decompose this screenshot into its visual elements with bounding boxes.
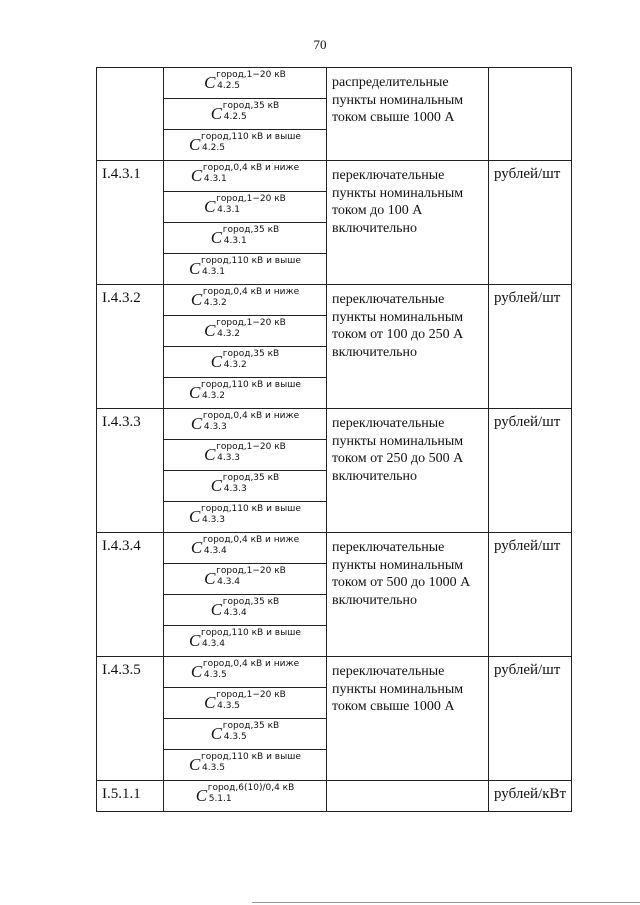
- rate-symbol-superscript: город,0,4 кВ и ниже: [202, 659, 300, 669]
- rate-symbol-cell: [164, 626, 327, 657]
- rate-symbol-base: C: [204, 445, 216, 464]
- rate-symbol: [189, 628, 301, 650]
- rate-symbol-subscript: 4.2.5: [202, 143, 225, 153]
- rate-symbol-superscript: город,35 кВ: [222, 473, 280, 483]
- rate-symbol-subscript: 4.3.1: [223, 236, 247, 246]
- item-code: I.4.3.5: [97, 657, 164, 781]
- rate-symbol: [189, 132, 301, 154]
- rate-symbol-superscript: город,0,4 кВ и ниже: [202, 163, 300, 173]
- rate-symbol-superscript: город,1−20 кВ: [216, 70, 286, 80]
- item-code: I.4.3.3: [97, 409, 164, 533]
- rate-symbol-base: C: [189, 507, 201, 526]
- item-code: I.4.3.1: [97, 161, 164, 285]
- rate-symbol-subscript: 4.3.2: [202, 391, 225, 401]
- rate-symbol-subscript: 4.3.4: [223, 608, 247, 618]
- rate-symbol-cell: [164, 471, 327, 502]
- rate-symbol-subscript: 4.3.3: [217, 453, 241, 463]
- rate-symbol: [189, 380, 301, 402]
- item-code: I.4.3.2: [97, 285, 164, 409]
- rate-symbol-superscript: город,1−20 кВ: [216, 566, 286, 576]
- table-row: [97, 68, 572, 99]
- rate-symbol-superscript: город,0,4 кВ и ниже: [202, 411, 300, 421]
- rate-symbol-subscript: 4.3.3: [202, 515, 225, 525]
- rate-symbol: [211, 225, 279, 247]
- tariff-table: [96, 67, 572, 812]
- rate-symbol-superscript: город,1−20 кВ: [216, 442, 286, 452]
- rate-symbol: [191, 411, 299, 433]
- rate-symbol: [204, 70, 286, 92]
- rate-symbol-subscript: 5.1.1: [208, 794, 232, 804]
- rate-symbol-superscript: город,110 кВ и выше: [201, 256, 301, 266]
- item-description: переключательные пункты номинальным током от 500 до 1000 А включительно: [327, 533, 489, 657]
- scan-edge-line: [252, 902, 640, 903]
- rate-symbol-base: C: [210, 104, 223, 123]
- tariff-table-body: [97, 68, 572, 812]
- rate-symbol-superscript: город,6(10)/0,4 кВ: [207, 783, 295, 793]
- rate-symbol-superscript: город,35 кВ: [222, 349, 280, 359]
- rate-symbol: [191, 659, 299, 681]
- rate-symbol-cell: [164, 409, 327, 440]
- rate-symbol-cell: [164, 347, 327, 378]
- rate-symbol-cell: [164, 502, 327, 533]
- item-description: переключательные пункты номинальным током от 250 до 500 А включительно: [327, 409, 489, 533]
- rate-symbol-base: C: [190, 166, 203, 185]
- item-code: I.5.1.1: [97, 781, 164, 812]
- rate-symbol-cell: [164, 130, 327, 161]
- rate-symbol-subscript: 4.3.1: [202, 267, 225, 277]
- rate-symbol-base: C: [210, 600, 223, 619]
- rate-symbol-subscript: 4.3.2: [223, 360, 247, 370]
- rate-symbol-superscript: город,35 кВ: [222, 101, 280, 111]
- rate-symbol-subscript: 4.3.3: [223, 484, 247, 494]
- rate-symbol: [191, 287, 299, 309]
- rate-symbol-superscript: город,0,4 кВ и ниже: [202, 287, 300, 297]
- rate-symbol-subscript: 4.3.3: [203, 422, 227, 432]
- rate-symbol: [204, 566, 286, 588]
- rate-symbol-cell: [164, 99, 327, 130]
- rate-symbol-cell: [164, 719, 327, 750]
- rate-symbol-base: C: [189, 259, 201, 278]
- rate-symbol-subscript: 4.2.5: [223, 112, 247, 122]
- rate-symbol-base: C: [210, 724, 223, 743]
- rate-symbol: [211, 721, 279, 743]
- item-description: [327, 781, 489, 812]
- rate-symbol: [189, 504, 301, 526]
- rate-symbol-subscript: 4.3.4: [217, 577, 241, 587]
- item-code: [97, 68, 164, 161]
- rate-symbol-base: C: [189, 383, 201, 402]
- rate-symbol-base: C: [189, 631, 201, 650]
- rate-symbol: [204, 318, 286, 340]
- rate-symbol-superscript: город,35 кВ: [222, 225, 280, 235]
- unit-of-measure: [489, 68, 572, 161]
- rate-symbol: [191, 535, 299, 557]
- unit-of-measure: рублей/шт: [489, 533, 572, 657]
- rate-symbol-cell: [164, 533, 327, 564]
- rate-symbol: [211, 597, 279, 619]
- rate-symbol-superscript: город,110 кВ и выше: [201, 504, 301, 514]
- rate-symbol-subscript: 4.3.2: [217, 329, 241, 339]
- item-code: I.4.3.4: [97, 533, 164, 657]
- unit-of-measure: рублей/шт: [489, 161, 572, 285]
- rate-symbol-superscript: город,35 кВ: [222, 721, 280, 731]
- rate-symbol-cell: [164, 595, 327, 626]
- table-row: [97, 533, 572, 564]
- page-number: 70: [313, 37, 327, 52]
- rate-symbol-base: C: [190, 538, 203, 557]
- rate-symbol-subscript: 4.3.5: [202, 763, 225, 773]
- rate-symbol-base: C: [204, 569, 216, 588]
- rate-symbol-base: C: [190, 414, 203, 433]
- rate-symbol-subscript: 4.3.1: [203, 174, 227, 184]
- unit-of-measure: рублей/кВт: [489, 781, 572, 812]
- rate-symbol-cell: [164, 440, 327, 471]
- rate-symbol-subscript: 4.3.5: [203, 670, 227, 680]
- unit-of-measure: рублей/шт: [489, 657, 572, 781]
- rate-symbol-superscript: город,110 кВ и выше: [201, 752, 301, 762]
- table-row: [97, 161, 572, 192]
- rate-symbol-subscript: 4.3.1: [217, 205, 241, 215]
- rate-symbol-cell: [164, 657, 327, 688]
- rate-symbol: [189, 256, 301, 278]
- rate-symbol-cell: [164, 781, 327, 812]
- rate-symbol-superscript: город,110 кВ и выше: [201, 132, 301, 142]
- rate-symbol-base: C: [204, 321, 216, 340]
- rate-symbol-subscript: 4.2.5: [217, 81, 241, 91]
- rate-symbol-cell: [164, 688, 327, 719]
- rate-symbol-cell: [164, 161, 327, 192]
- item-description: переключательные пункты номинальным током до 100 А включительно: [327, 161, 489, 285]
- rate-symbol-base: C: [189, 135, 201, 154]
- rate-symbol: [204, 690, 286, 712]
- rate-symbol-superscript: город,1−20 кВ: [216, 690, 286, 700]
- rate-symbol-superscript: город,1−20 кВ: [216, 318, 286, 328]
- rate-symbol: [191, 163, 299, 185]
- rate-symbol-subscript: 4.3.5: [223, 732, 247, 742]
- rate-symbol-base: C: [204, 197, 216, 216]
- unit-of-measure: рублей/шт: [489, 409, 572, 533]
- rate-symbol: [189, 752, 301, 774]
- rate-symbol-cell: [164, 564, 327, 595]
- rate-symbol-superscript: город,110 кВ и выше: [201, 380, 301, 390]
- rate-symbol-cell: [164, 68, 327, 99]
- rate-symbol-cell: [164, 192, 327, 223]
- rate-symbol-cell: [164, 750, 327, 781]
- rate-symbol-base: C: [210, 476, 223, 495]
- rate-symbol-superscript: город,1−20 кВ: [216, 194, 286, 204]
- item-description: переключательные пункты номинальным током свыше 1000 А: [327, 657, 489, 781]
- rate-symbol-cell: [164, 316, 327, 347]
- rate-symbol: [204, 442, 286, 464]
- rate-symbol-subscript: 4.3.4: [202, 639, 225, 649]
- rate-symbol-base: C: [210, 352, 223, 371]
- rate-symbol-cell: [164, 254, 327, 285]
- table-row: [97, 409, 572, 440]
- rate-symbol-base: C: [190, 290, 203, 309]
- rate-symbol-base: C: [189, 755, 201, 774]
- table-row: [97, 657, 572, 688]
- rate-symbol-superscript: город,0,4 кВ и ниже: [202, 535, 300, 545]
- rate-symbol-subscript: 4.3.5: [217, 701, 241, 711]
- rate-symbol-cell: [164, 378, 327, 409]
- rate-symbol: [211, 349, 279, 371]
- rate-symbol-base: C: [195, 786, 208, 805]
- rate-symbol-cell: [164, 223, 327, 254]
- rate-symbol: [211, 473, 279, 495]
- rate-symbol-cell: [164, 285, 327, 316]
- item-description: переключательные пункты номинальным током от 100 до 250 А включительно: [327, 285, 489, 409]
- item-description: распределительные пункты номинальным током свыше 1000 А: [327, 68, 489, 161]
- rate-symbol-superscript: город,35 кВ: [222, 597, 280, 607]
- table-row: [97, 285, 572, 316]
- unit-of-measure: рублей/шт: [489, 285, 572, 409]
- rate-symbol-base: C: [190, 662, 203, 681]
- rate-symbol-base: C: [204, 73, 216, 92]
- rate-symbol-base: C: [204, 693, 216, 712]
- rate-symbol-subscript: 4.3.2: [203, 298, 227, 308]
- rate-symbol: [196, 783, 295, 805]
- rate-symbol: [204, 194, 286, 216]
- table-row: [97, 781, 572, 812]
- rate-symbol-base: C: [210, 228, 223, 247]
- rate-symbol-superscript: город,110 кВ и выше: [201, 628, 301, 638]
- rate-symbol: [211, 101, 279, 123]
- rate-symbol-subscript: 4.3.4: [203, 546, 227, 556]
